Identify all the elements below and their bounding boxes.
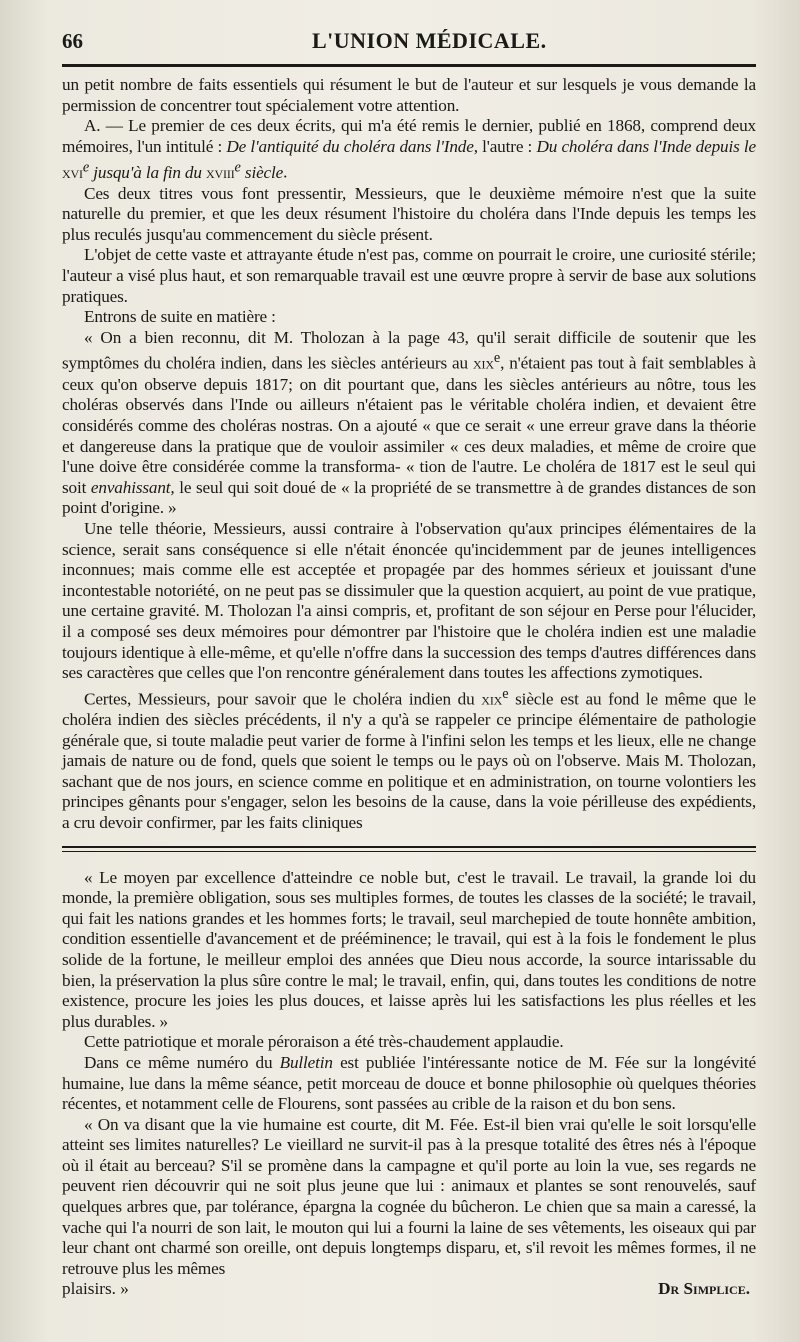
author-signature: Dr Simplice.	[658, 1279, 750, 1299]
feuilleton-separator	[62, 846, 756, 852]
paragraph: Dans ce même numéro du Bulletin est publiée l'intéressante notice de M. Fée sur la longévité humaine, lue dans la même séance, petit morceau de douce et bonne philosophie où quelques théories récentes, et notamment celle de Flourens, sont passées au crible de la raison et du bon sens.	[62, 1052, 756, 1114]
work-title-1: De l'antiquité du choléra dans l'Inde	[226, 136, 474, 156]
quotation-paragraph: « On va disant que la vie humaine est courte, dit M. Fée. Est-il bien vrai qu'elle le soit lorsqu'elle atteint ses limites naturelles? Le vieillard ne survit-il pas à la presque totalité des êtres nés à l'époque où il était au berceau? S'il se promène dans la campagne et qu'il porte au loin la vue, ses regards ne peuvent rien découvrir qui ne soit plus jeune que lui : animaux et plantes se sont renouvelés, sauf quelques arbres que, par tolérance, épargna la cognée du bûcheron. Le chien que sa main a caressé, la vache qui l'a nourri de son lait, le mouton qui lui a fourni la laine de ses vêtements, les oiseaux qui par leur chant ont charmé son oreille, ont depuis longtemps disparu, et, s'il revoit les mêmes formes, il ne retrouve plus les mêmes	[62, 1114, 756, 1278]
paragraph-section-a: A. — Le premier de ces deux écrits, qui m'a été remis le dernier, publié en 1868, comprend deux mémoires, l'un intitulé : De l'antiquité du choléra dans l'Inde, l'autre : Du choléra dans l'Inde depuis le xvi$^e$ jusqu'à la fin du xviii$^e$ siècle.	[62, 116, 757, 183]
running-title: L'UNION MÉDICALE.	[312, 28, 547, 53]
header-rule	[62, 64, 756, 67]
paragraph: un petit nombre de faits essentiels qui résument le but de l'auteur et sur lesquels je vous demande la permission de concentrer tout spécialement votre attention.	[62, 75, 756, 115]
work-title-2: Du choléra dans l'Inde depuis le xvi$^e$ jusqu'à la fin du xviii$^e$ siècle	[62, 136, 757, 183]
main-article	[62, 75, 756, 834]
quotation-paragraph: « Le moyen par excellence d'atteindre ce noble but, c'est le travail. Le travail, la grande loi du monde, la première obligation, sous ses multiples formes, de toutes les classes de la société; le travail, qui fait les nations grandes et les hommes forts; le travail, seul marchepied de toute honnête ambition, condition essentielle d'avancement et de prééminence; le travail, qui est à la fois le fondement le plus solide de la fortune, le meilleur emploi des années que Dieu nous accorde, la source intarissable du bien, la préservation la plus sûre contre le mal; le travail, enfin, qui, dans toutes les conditions de notre existence, procure les joies les plus douces, et laisse après lui les satisfactions les plus réelles et les plus durables. »	[62, 867, 756, 1031]
paragraph: L'objet de cette vaste et attrayante étude n'est pas, comme on pourrait le croire, une curiosité stérile; l'auteur a visé plus haut, et son remarquable travail est une œuvre propre à servir de base aux solutions pratiques.	[62, 245, 756, 306]
emphasis: envahissant,	[90, 477, 175, 497]
feuilleton-article	[62, 868, 756, 1300]
paragraph: Cette patriotique et morale péroraison a été très-chaudement applaudie.	[84, 1032, 564, 1052]
paragraph: Ces deux titres vous font pressentir, Messieurs, que le deuxième mémoire n'est que la suite naturelle du premier, et que les deux résument l'histoire du choléra dans l'Inde depuis les temps les plus reculés jusqu'au commencement du siècle présent.	[62, 183, 756, 244]
closing-words: plaisirs. »	[62, 1279, 129, 1299]
paragraph: Entrons de suite en matière :	[84, 307, 276, 327]
paragraph: Certes, Messieurs, pour savoir que le choléra indien du xix$^e$ siècle est au fond le même que le choléra indien des siècles précédents, il n'y a qu'à se rappeler ce principe élémentaire de pathologie générale que, si toute maladie peut varier de forme à l'infini selon les temps et les lieux, elle ne change jamais de nature ou de fond, quels que soient le temps ou le pays où on l'observe. Mais M. Tholozan, sachant que de nos jours, en science comme en politique et en administration, on tourne volontiers les principes gênants pour s'engager, selon les besoins de la cause, dans la voie périlleuse des expédients, a cru devoir confirmer, par les faits cliniques	[62, 685, 757, 832]
publication-title: Bulletin	[279, 1052, 333, 1072]
paragraph: Une telle théorie, Messieurs, aussi contraire à l'observation qu'aux principes élémentaires de la science, serait sans conséquence si elle n'était énoncée qu'incidemment par de jeunes intelligences inconnues; mais comme elle est acceptée et propagée par des hommes sérieux et jouissant d'une incontestable notoriété, on ne peut pas se dissimuler que la question acquiert, au point de vue pratique, une certaine gravité. M. Tholozan l'a ainsi compris, et, profitant de son séjour en Perse pour l'élucider, il a composé ses deux mémoires pour démontrer par l'histoire que le choléra indien est une maladie toujours identique à elle-même, et qu'elle n'offre dans la succession des temps d'autres différences dans ses caractères que celles que l'on rencontre généralement dans toutes les affections zymotiques.	[62, 518, 756, 683]
signature-line	[62, 1279, 756, 1300]
quotation-paragraph: « On a bien reconnu, dit M. Tholozan à la page 43, qu'il serait difficile de soutenir que les symptômes du choléra indien, dans les siècles antérieurs au xix$^e$, n'étaient pas tout à fait semblables à ceux qu'on observe depuis 1817; on dit pourtant que, dans les siècles antérieurs au nôtre, tous les choléras observés dans l'Inde ou ailleurs n'étaient pas le véritable choléra indien, et devaient être considérés comme des choléras nostras. On a ajouté « que ce serait « une erreur grave dans la théorie et dangereuse dans la pratique que de vouloir assimiler « ces deux maladies, et même de croire que l'une doive être considérée comme la transforma- « tion de l'autre. Le choléra de 1817 est le seul qui soit envahissant, le seul qui soit doué de « la propriété de se transmettre à de grandes distances de son point d'origine. »	[62, 327, 756, 518]
page-header	[62, 28, 756, 62]
page-number: 66	[62, 29, 83, 53]
